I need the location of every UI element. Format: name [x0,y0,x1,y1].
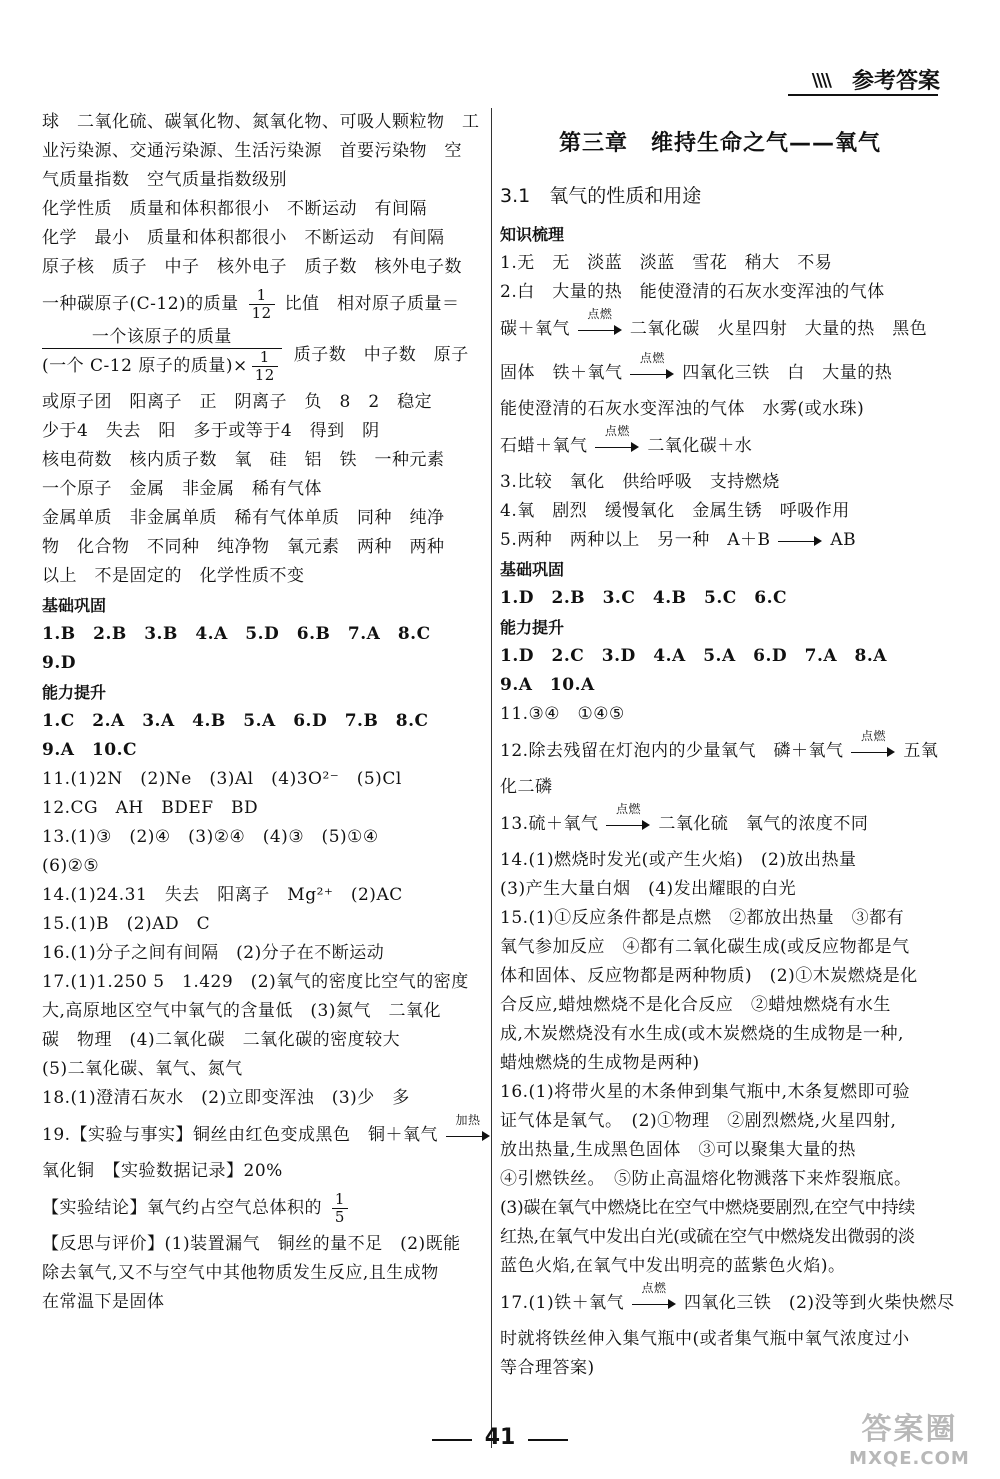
right-column [500,108,955,1383]
reaction-condition: 点燃 [641,1280,667,1295]
footer-ornament-left [432,1439,472,1441]
answer-line-equation [500,307,940,351]
text-segment: 12.除去残留在灯泡内的少量氧气 磷＋氧气 [500,741,844,761]
fraction [332,1191,348,1226]
text-segment: 四氧化三铁 白 大量的热 [682,363,893,383]
text-line: 物 化合物 不同种 纯净物 氧元素 两种 两种 [42,537,445,557]
answer-line: 9.A 10.C [42,740,138,760]
answer-line: 14.(1)燃烧时发光(或产生火焰) (2)放出热量 [500,850,857,870]
section-heading: 基础巩固 [500,560,565,579]
fraction-denominator: 12 [254,366,275,384]
answer-line: 蓝色火焰,在氧气中发出明亮的蓝紫色火焰)。 [500,1256,846,1276]
answer-line: 9.D [42,653,76,673]
reaction-arrow-icon [632,1280,676,1313]
text-segment: (一个 C-12 原子的质量)× [42,356,248,376]
answer-line: 证气体是氧气。 (2)①物理 ②剧烈燃烧,火星四射, [500,1111,897,1131]
answer-line: 3.比较 氧化 供给呼吸 支持燃烧 [500,472,780,492]
section-title: 3.1 氧气的性质和用途 [500,185,702,207]
section-heading: 基础巩固 [42,596,107,615]
answer-line-equation [500,526,940,555]
answer-line: 11.③④ ①④⑤ [500,704,625,724]
answer-line: 1.无 无 淡蓝 淡蓝 雪花 稍大 不易 [500,253,833,273]
answer-line: 时就将铁丝伸入集气瓶中(或者集气瓶中氧气浓度过小 [500,1329,910,1349]
text-segment: 17.(1)铁＋氧气 [500,1293,625,1313]
reaction-condition: 加热 [455,1112,481,1127]
reaction-arrow-icon [630,350,674,383]
text-segment: 比值 相对原子质量＝ [284,294,460,314]
text-line-formula [42,326,482,384]
watermark-text: 答案圈 [861,1412,958,1447]
text-segment: AB [830,530,857,550]
reaction-condition: 点燃 [587,306,613,321]
text-segment: 石蜡＋氧气 [500,436,588,456]
reaction-arrow-icon [851,728,895,761]
answer-line: 15.(1)B (2)AD C [42,914,211,934]
section-heading: 能力提升 [42,683,107,702]
text-segment: 固体 铁＋氧气 [500,363,623,383]
reaction-condition: 点燃 [615,801,641,816]
answer-line: 氧化铜 【实验数据记录】20% [42,1161,283,1181]
reaction-arrow-icon [578,306,622,339]
formula-fraction [42,326,282,384]
text-segment: 5.两种 两种以上 另一种 A＋B [500,530,771,550]
answer-line: 在常温下是固体 [42,1292,165,1312]
text-segment: 二氧化硫 氧气的浓度不同 [658,814,869,834]
text-segment: 四氧化三铁 (2)没等到火柴快燃尽 [683,1293,955,1313]
answer-line: 成,木炭燃烧没有水生成(或木炭燃烧的生成物是一种, [500,1024,904,1044]
reaction-condition: 点燃 [860,728,886,743]
text-line: 金属单质 非金属单质 稀有气体单质 同种 纯净 [42,508,445,528]
answer-line: 蜡烛燃烧的生成物是两种) [500,1053,700,1073]
answer-line: 2.白 大量的热 能使澄清的石灰水变浑浊的气体 [500,282,885,302]
header-title: 参考答案 [851,68,940,94]
text-line: 核电荷数 核内质子数 氧 硅 铝 铁 一种元素 [42,450,445,470]
text-segment: 13.硫＋氧气 [500,814,599,834]
answer-line: 1.C 2.A 3.A 4.B 5.A 6.D 7.B 8.C [42,711,429,731]
fraction-denominator: 12 [251,304,272,322]
answer-line: 红热,在氧气中发出白光(或硫在空气中燃烧发出微弱的淡 [500,1227,915,1247]
answer-line-equation [500,1280,955,1325]
answer-line: 14.(1)24.31 失去 阳离子 Mg²⁺ (2)AC [42,885,403,905]
text-line: 球 二氧化硫、碳氧化物、氮氧化物、可吸人颗粒物 工 [42,112,480,132]
formula-denominator [42,349,282,384]
text-segment: 碳＋氧气 [500,319,570,339]
formula-numerator: 一个该原子的质量 [42,326,282,349]
footer-ornament-right [528,1439,568,1441]
watermark-logo [827,1412,992,1474]
reaction-arrow-icon [446,1112,490,1145]
answer-line: 1.B 2.B 3.B 4.A 5.D 6.B 7.A 8.C [42,624,431,644]
answer-line: 碳 物理 (4)二氧化碳 二氧化碳的密度较大 [42,1030,401,1050]
answer-line: ④引燃铁丝。 ⑤防止高温熔化物溅落下来炸裂瓶底。 [500,1169,912,1189]
section-heading: 能力提升 [500,618,565,637]
answer-line: (6)②⑤ [42,856,100,876]
text-segment: 质子数 中子数 原子 [293,344,469,365]
answer-line: 除去氧气,又不与空气中其他物质发生反应,且生成物 [42,1263,439,1283]
fraction [249,287,275,322]
reaction-arrow-icon [606,801,650,834]
answer-line: (3)产生大量白烟 (4)发出耀眼的白光 [500,879,797,899]
answer-line: 13.(1)③ (2)④ (3)②④ (4)③ (5)①④ [42,827,379,847]
answer-line-equation [500,802,940,846]
answer-line-equation [42,1113,482,1157]
answer-line: 氧气参加反应 ④都有二氧化碳生成(或反应物都是气 [500,937,910,957]
text-line: 原子核 质子 中子 核外电子 质子数 核外电子数 [42,257,462,277]
answer-line-equation [500,729,940,773]
section-heading: 知识梳理 [500,225,565,244]
text-line: 以上 不是固定的 化学性质不变 [42,566,305,586]
answer-line-equation [500,351,940,395]
fraction-numerator: 1 [249,287,275,305]
watermark-url: MXQE.COM [849,1448,970,1469]
text-segment: 二氧化碳＋水 [647,436,753,456]
answer-line: 能使澄清的石灰水变浑浊的气体 水雾(或水珠) [500,399,865,419]
left-column [42,108,482,1317]
answer-line: 等合理答案) [500,1358,595,1378]
answer-line: 16.(1)分子之间有间隔 (2)分子在不断运动 [42,943,385,963]
answer-line: 1.D 2.C 3.D 4.A 5.A 6.D 7.A 8.A [500,646,887,666]
reaction-condition: 点燃 [604,423,630,438]
header-rule [788,94,938,96]
text-line-fraction [42,282,482,326]
text-line: 化学性质 质量和体积都很小 不断运动 有间隔 [42,199,427,219]
text-line: 业污染源、交通污染源、生活污染源 首要污染物 空 [42,141,462,161]
answer-line: 9.A 10.A [500,675,595,695]
answer-line: 合反应,蜡烛燃烧不是化合反应 ②蜡烛燃烧有水生 [500,995,891,1015]
reaction-arrow-icon [595,423,639,456]
text-line: 气质量指数 空气质量指数级别 [42,170,287,190]
answer-line-fraction [42,1186,482,1230]
answer-line: 化二磷 [500,777,553,797]
text-segment: 五氧 [903,741,939,761]
header-decoration: \\\\ [811,70,830,91]
text-segment: 【实验结论】氧气约占空气总体积的 [42,1198,322,1218]
answer-line: 4.氧 剧烈 缓慢氧化 金属生锈 呼吸作用 [500,501,850,521]
answer-line: 17.(1)1.250 5 1.429 (2)氧气的密度比空气的密度 [42,972,469,992]
text-line: 化学 最小 质量和体积都很小 不断运动 有间隔 [42,228,445,248]
answer-line: 12.CG AH BDEF BD [42,798,259,818]
page-number: 41 [484,1425,516,1450]
answer-line: 16.(1)将带火星的木条伸到集气瓶中,木条复燃即可验 [500,1082,911,1102]
answer-line: 1.D 2.B 3.C 4.B 5.C 6.C [500,588,788,608]
reaction-arrow-icon [778,532,822,550]
chapter-title: 第三章 维持生命之气——氧气 [558,131,881,156]
answer-line: (3)碳在氧气中燃烧比在空气中燃烧要剧烈,在空气中持续 [500,1198,916,1218]
answer-line: (5)二氧化碳、氧气、氮气 [42,1059,243,1079]
reaction-condition: 点燃 [639,350,665,365]
fraction-numerator: 1 [252,349,278,367]
fraction-numerator: 1 [332,1191,348,1209]
answer-line: 18.(1)澄清石灰水 (2)立即变浑浊 (3)少 多 [42,1088,410,1108]
text-line: 一个原子 金属 非金属 稀有气体 [42,479,322,499]
text-segment: 一种碳原子(C-12)的质量 [42,294,239,314]
answer-line: 体和固体、反应物都是两种物质) (2)①木炭燃烧是化 [500,966,918,986]
answer-line: 11.(1)2N (2)Ne (3)Al (4)3O²⁻ (5)Cl [42,769,402,789]
answer-line-equation [500,424,940,468]
column-divider [491,108,492,1448]
answer-line: 放出热量,生成黑色固体 ③可以聚集大量的热 [500,1140,856,1160]
text-segment: 19.【实验与事实】铜丝由红色变成黑色 铜＋氧气 [42,1125,439,1145]
text-segment: 二氧化碳 火星四射 大量的热 黑色 [629,319,928,339]
answer-line: 【反思与评价】(1)装置漏气 铜丝的量不足 (2)既能 [42,1234,461,1254]
fraction [252,349,278,384]
answer-line: 15.(1)①反应条件都是点燃 ②都放出热量 ③都有 [500,908,905,928]
text-line: 或原子团 阳离子 正 阴离子 负 8 2 稳定 [42,392,433,412]
answer-line: 大,高原地区空气中氧气的含量低 (3)氮气 二氧化 [42,1001,441,1021]
text-line: 少于4 失去 阳 多于或等于4 得到 阴 [42,421,380,441]
fraction-denominator: 5 [334,1208,345,1226]
